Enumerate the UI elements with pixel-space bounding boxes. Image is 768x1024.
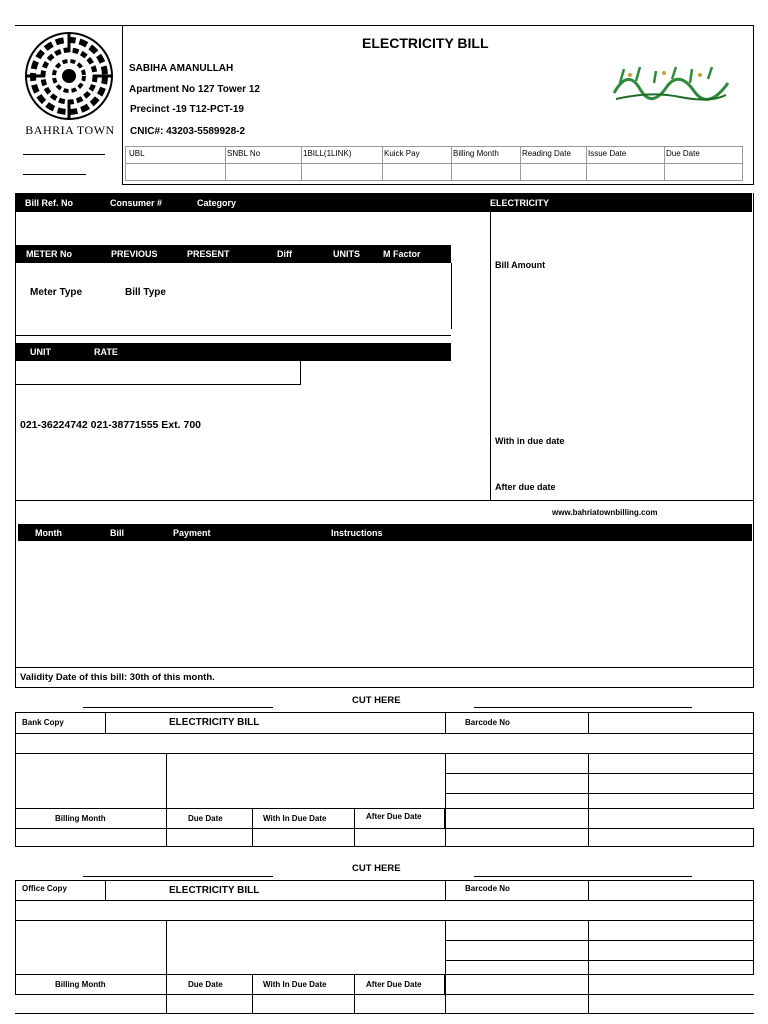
col-snbl: SNBL No <box>227 149 261 158</box>
payment-columns-table <box>125 146 743 181</box>
header-divider <box>122 25 123 185</box>
consumer-precinct: Precinct -19 T12-PCT-19 <box>130 104 244 115</box>
office-copy-barcode: Barcode No <box>465 884 510 893</box>
bank-copy-section <box>15 712 754 846</box>
logo-text: BAHRIA TOWN <box>25 123 115 137</box>
meter-bar <box>16 245 451 263</box>
bank-within-due: With In Due Date <box>263 814 327 823</box>
within-due-label: With in due date <box>495 436 565 446</box>
office-within-due: With In Due Date <box>263 980 327 989</box>
unit-box-right <box>300 361 301 384</box>
col-billing-month: Billing Month <box>453 149 499 158</box>
previous-label: PREVIOUS <box>111 249 158 259</box>
office-after-due: After Due Date <box>366 980 422 989</box>
unit-box-bottom <box>16 384 301 385</box>
col-due-date: Due Date <box>666 149 700 158</box>
col-1bill: 1BILL(1LINK) <box>303 149 352 158</box>
consumer-label: Consumer # <box>110 197 163 208</box>
validity-bottom-line <box>15 687 754 688</box>
bill-ref-label: Bill Ref. No <box>25 197 74 208</box>
logo-underline-1 <box>23 154 105 155</box>
meter-box-right <box>451 263 452 329</box>
ref-bar <box>15 193 752 212</box>
office-due-date: Due Date <box>188 980 223 989</box>
cut-line-left-1 <box>83 707 273 708</box>
unit-bar <box>16 343 451 361</box>
cut-line-right-2 <box>474 876 692 877</box>
meter-type-label: Meter Type <box>30 287 83 298</box>
col-ubl: UBL <box>129 149 145 158</box>
instructions-label: Instructions <box>331 527 383 538</box>
right-panel-divider <box>490 212 491 500</box>
cut-line-left-2 <box>83 876 273 877</box>
cut-line-right-1 <box>474 707 692 708</box>
phone-numbers: 021-36224742 021-38771555 Ext. 700 <box>20 419 201 431</box>
bill-amount-label: Bill Amount <box>495 260 546 270</box>
col-reading-date: Reading Date <box>522 149 571 158</box>
bill-type-label: Bill Type <box>125 287 166 298</box>
unit-label: UNIT <box>30 347 51 357</box>
office-copy-label: Office Copy <box>22 884 67 893</box>
payment-label: Payment <box>173 527 211 538</box>
cut-here-1: CUT HERE <box>352 695 401 706</box>
meter-no-label: METER No <box>26 249 72 259</box>
after-due-label: After due date <box>495 482 556 492</box>
consumer-address: Apartment No 127 Tower 12 <box>129 84 260 95</box>
electricity-label: ELECTRICITY <box>490 197 550 208</box>
calligraphy-icon <box>610 63 732 103</box>
office-billing-month: Billing Month <box>55 980 106 989</box>
meter-box-bottom <box>16 335 451 336</box>
rate-label: RATE <box>94 347 118 357</box>
bahria-logo <box>22 32 116 122</box>
bill-label: Bill <box>110 527 125 538</box>
present-label: PRESENT <box>187 249 230 259</box>
month-label: Month <box>35 527 62 538</box>
bank-copy-barcode: Barcode No <box>465 718 510 727</box>
category-label: Category <box>197 197 237 208</box>
history-bar <box>18 524 752 541</box>
validity-text: Validity Date of this bill: 30th of this month. <box>20 672 215 683</box>
bank-due-date: Due Date <box>188 814 223 823</box>
header-bottom-line <box>122 184 754 185</box>
bank-after-due: After Due Date <box>366 812 422 821</box>
consumer-name: SABIHA AMANULLAH <box>129 63 234 74</box>
cut-here-2: CUT HERE <box>352 863 401 874</box>
bank-copy-title: ELECTRICITY BILL <box>169 717 260 728</box>
website-link[interactable]: www.bahriatownbilling.com <box>552 508 658 517</box>
consumer-cnic: CNIC#: 43203-5589928-2 <box>130 126 246 137</box>
bahria-logo-icon <box>22 32 116 122</box>
logo-underline-2 <box>23 174 86 175</box>
col-issue-date: Issue Date <box>588 149 627 158</box>
m-factor-label: M Factor <box>383 249 421 259</box>
diff-label: Diff <box>277 249 292 259</box>
office-copy-title: ELECTRICITY BILL <box>169 885 260 896</box>
page-title: ELECTRICITY BILL <box>362 35 489 51</box>
validity-top-line <box>15 667 754 668</box>
col-kuickpay: Kuick Pay <box>384 149 420 158</box>
bank-copy-label: Bank Copy <box>22 718 64 727</box>
units-label: UNITS <box>333 249 360 259</box>
bank-billing-month: Billing Month <box>55 814 106 823</box>
office-copy-section <box>15 880 754 1014</box>
